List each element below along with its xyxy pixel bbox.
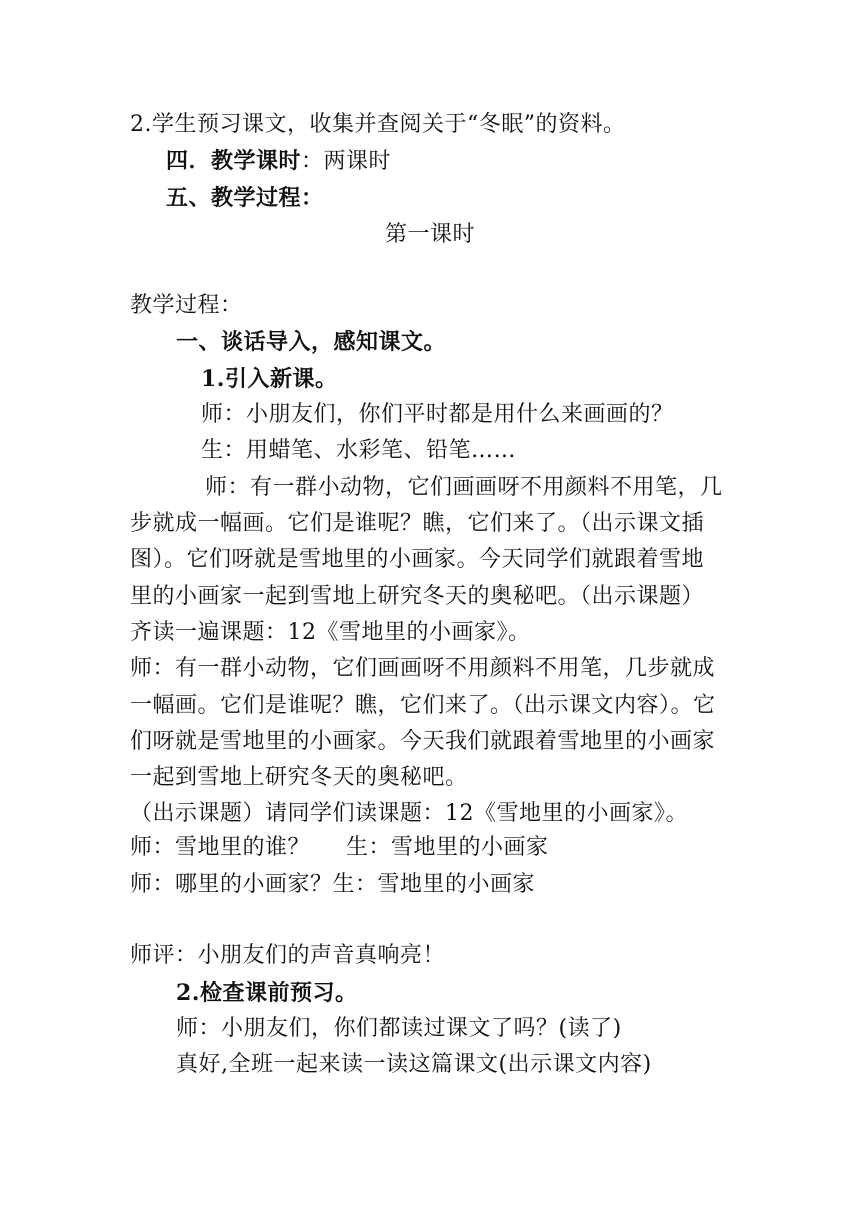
teacher-instruction: 真好,全班一起来读一读这篇课文(出示课文内容): [176, 1052, 652, 1077]
teacher-paragraph-1-line-1: 师：有一群小动物，它们画画呀不用颜料不用笔，几: [205, 475, 723, 500]
step-2-heading: 2.检查课前预习。: [176, 980, 358, 1006]
teacher-paragraph-1-line-4: 里的小画家一起到雪地上研究冬天的奥秘吧。（出示课题）: [130, 584, 705, 609]
teacher-paragraph-2-line-4: 一起到雪地上研究冬天的奥秘吧。: [130, 765, 468, 790]
dialogue-1-student: 生：雪地里的小画家: [346, 835, 549, 860]
teacher-paragraph-2-line-3: 们呀就是雪地里的小画家。今天我们就跟着雪地里的小画家: [130, 729, 716, 754]
dialogue-1: [130, 833, 549, 863]
teacher-comment: 师评：小朋友们的声音真响亮！: [130, 943, 446, 968]
prep-item-2: 2.学生预习课文，收集并查阅关于“冬眠”的资料。: [130, 112, 626, 137]
teacher-paragraph-2-line-1: 师：有一群小动物，它们画画呀不用颜料不用笔，几步就成: [130, 656, 716, 681]
teacher-paragraph-1-line-2: 步就成一幅画。它们是谁呢？瞧，它们来了。（出示课文插: [130, 511, 705, 536]
dialogue-2: 师：哪里的小画家？生：雪地里的小画家: [130, 872, 536, 897]
section-4: [166, 146, 391, 177]
teacher-paragraph-2-line-2: 一幅画。它们是谁呢？瞧，它们来了。（出示课文内容）。它: [130, 693, 716, 718]
dialogue-1-teacher: 师：雪地里的谁？: [130, 835, 311, 860]
step-1-heading: 1.引入新课。: [201, 366, 338, 392]
part-1-heading: 一、谈话导入，感知课文。: [176, 329, 447, 355]
section-4-label: 四．教学课时: [166, 148, 302, 174]
process-label: 教学过程：: [130, 293, 243, 318]
section-4-value: ：两课时: [301, 149, 392, 174]
teacher-paragraph-1-line-5: 齐读一遍课题：12《雪地里的小画家》。: [130, 620, 531, 645]
teacher-question-1: 师：小朋友们，你们平时都是用什么来画画的？: [201, 402, 674, 427]
student-answer-1: 生：用蜡笔、水彩笔、铅笔……: [201, 438, 517, 463]
teacher-paragraph-1-line-3: 图）。它们呀就是雪地里的小画家。今天同学们就跟着雪地: [130, 547, 705, 572]
lesson-title: 第一课时: [384, 222, 475, 247]
teacher-paragraph-2-line-5: （出示课题）请同学们读课题：12《雪地里的小画家》。: [130, 801, 688, 826]
section-5-heading: 五、教学过程：: [166, 185, 324, 211]
teacher-question-2: 师：小朋友们，你们都读过课文了吗？(读了): [176, 1016, 622, 1041]
